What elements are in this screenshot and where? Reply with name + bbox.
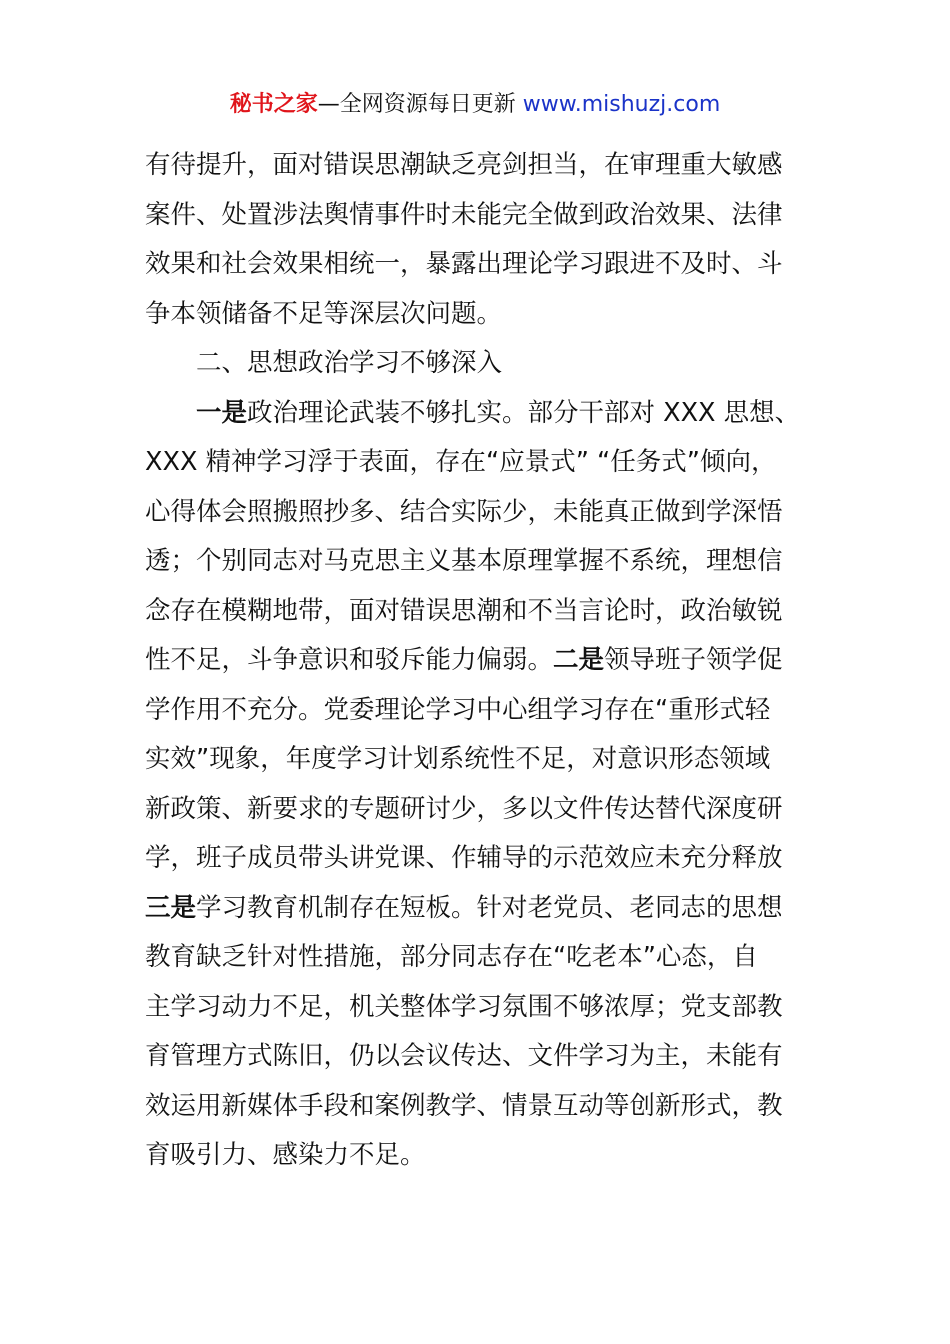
body-line: 学作用不充分。党委理论学习中心组学习存在“重形式轻	[145, 694, 771, 725]
point-one-end-text: 性不足，斗争意识和驳斥能力偏弱。	[145, 645, 554, 675]
section-heading: 二、思想政治学习不够深入	[196, 348, 503, 378]
body-line: 透；个别同志对马克思主义基本原理掌握不系统，理想信	[145, 546, 783, 576]
point-one-text: 政治理论武装不够扎实。部分干部对 XXX 思想、	[247, 397, 801, 428]
point-three-text: 学习教育机制存在短板。针对老党员、老同志的思想	[196, 892, 783, 923]
body-line: 有待提升，面对错误思潮缺乏亮剑担当，在审理重大敏感	[145, 150, 783, 180]
point-one-label: 一是	[196, 397, 248, 428]
body-line-mixed	[145, 884, 825, 934]
body-line: 心得体会照搬照抄多、结合实际少，未能真正做到学深悟	[145, 496, 783, 527]
body-line: 效果和社会效果相统一，暴露出理论学习跟进不及时、斗	[145, 249, 783, 279]
paragraph-first-line	[145, 389, 825, 439]
site-header	[0, 88, 950, 122]
point-two-text: 领导班子领学促	[604, 645, 783, 675]
body-line: 效运用新媒体手段和案例教学、情景互动等创新形式，教	[145, 1090, 783, 1121]
body-line: 育吸引力、感染力不足。	[145, 1140, 426, 1170]
point-two-label: 二是	[553, 645, 605, 675]
body-line: 案件、处置涉法舆情事件时未能完全做到政治效果、法律	[145, 199, 783, 230]
site-brand: 秘书之家	[229, 92, 318, 117]
body-line: 新政策、新要求的专题研讨少，多以文件传达替代深度研	[145, 793, 783, 824]
site-tagline: —全网资源每日更新	[317, 92, 523, 117]
body-line: 念存在模糊地带，面对错误思潮和不当言论时，政治敏锐	[145, 595, 783, 626]
body-line: 育管理方式陈旧，仍以会议传达、文件学习为主，未能有	[145, 1041, 783, 1071]
body-line: 争本领储备不足等深层次问题。	[145, 298, 503, 329]
document-body	[145, 141, 825, 1181]
body-line-mixed	[145, 636, 825, 686]
site-url-link[interactable]: www.mishuzj.com	[522, 92, 721, 117]
body-line: XXX 精神学习浮于表面，存在“应景式” “任务式”倾向，	[145, 447, 777, 477]
body-line: 实效”现象，年度学习计划系统性不足，对意识形态领域	[145, 744, 771, 774]
point-three-label: 三是	[145, 892, 197, 923]
body-line: 教育缺乏针对性措施，部分同志存在“吃老本”心态，自	[145, 942, 758, 972]
body-line: 主学习动力不足，机关整体学习氛围不够浓厚；党支部教	[145, 991, 783, 1022]
body-line: 学，班子成员带头讲党课、作辅导的示范效应未充分释放	[145, 843, 783, 873]
